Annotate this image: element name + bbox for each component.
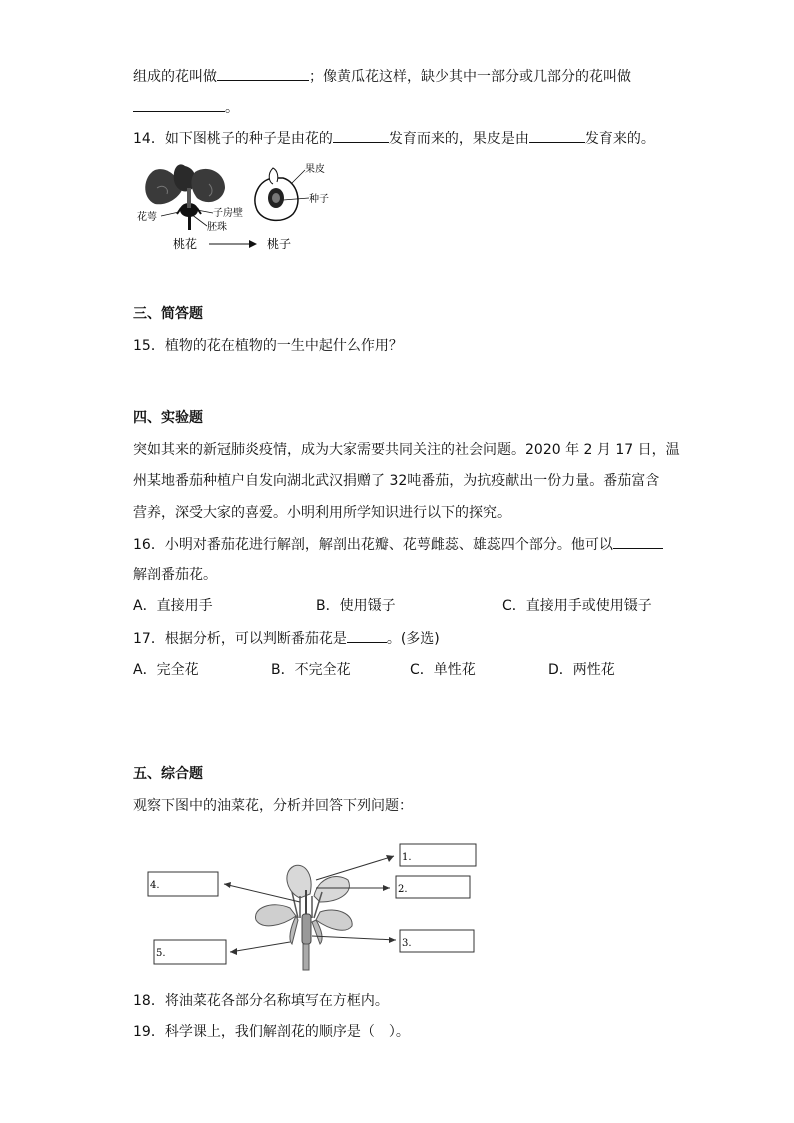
q14-text-a: 14．如下图桃子的种子是由花的 — [133, 131, 333, 147]
box5-label: 5. — [156, 948, 166, 959]
q13-line1 — [133, 66, 631, 87]
q13-text-b: ；像黄瓜花这样，缺少其中一部分或几部分的花叫做 — [309, 69, 631, 85]
label-taohua: 桃花 — [173, 237, 198, 251]
box2-label: 2. — [398, 884, 408, 895]
rapeseed-figure — [140, 836, 485, 972]
section5-intro: 观察下图中的油菜花，分析并回答下列问题： — [133, 798, 413, 814]
peach-fruit-drawing — [255, 168, 298, 220]
section5-heading: 五、综合题 — [133, 766, 203, 782]
q13-line2 — [133, 97, 239, 118]
q17-option-a[interactable]: A．完全花 — [133, 662, 199, 678]
q16-blank[interactable] — [613, 534, 663, 549]
box4-label: 4. — [150, 880, 160, 891]
section3-heading: 三、简答题 — [133, 306, 203, 322]
q16-option-c[interactable]: C．直接用手或使用镊子 — [502, 598, 652, 614]
arrow-right-icon — [249, 240, 257, 248]
label-zifangbi: 子房壁 — [213, 208, 243, 219]
q13-text-a: 组成的花叫做 — [133, 69, 217, 85]
q16-line1 — [133, 534, 663, 555]
section4-heading: 四、实验题 — [133, 410, 203, 426]
label-guopi: 果皮 — [305, 164, 325, 175]
q15-question: 15．植物的花在植物的一生中起什么作用？ — [133, 338, 403, 354]
q17-question — [133, 628, 440, 649]
q19-question: 19．科学课上，我们解剖花的顺序是（ ）。 — [133, 1024, 410, 1040]
q13-end: 。 — [225, 100, 239, 116]
q16-line2: 解剖番茄花。 — [133, 567, 217, 583]
rapeseed-flower-drawing — [255, 865, 352, 970]
q16-text: 16．小明对番茄花进行解剖，解剖出花瓣、花萼雌蕊、雄蕊四个部分。他可以 — [133, 537, 613, 553]
q14-blank-2[interactable] — [529, 128, 585, 143]
box3-label: 3. — [402, 938, 412, 949]
q13-blank-2[interactable] — [133, 97, 225, 112]
q14-question — [133, 128, 655, 149]
label-peizhu: 胚珠 — [207, 222, 227, 233]
q17-text-a: 17．根据分析，可以判断番茄花是 — [133, 631, 347, 647]
label-taozi: 桃子 — [267, 237, 292, 251]
q18-question: 18．将油菜花各部分名称填写在方框内。 — [133, 993, 389, 1009]
arrow-2-icon — [383, 885, 390, 891]
arrow-5-icon — [230, 948, 237, 955]
q16-option-b[interactable]: B．使用镊子 — [316, 598, 396, 614]
q17-blank[interactable] — [347, 628, 387, 643]
arrow-3-icon — [389, 937, 396, 943]
section4-intro-1: 突如其来的新冠肺炎疫情，成为大家需要共同关注的社会问题。2020 年 2 月 17 日，温 — [133, 442, 680, 458]
q17-option-d[interactable]: D．两性花 — [548, 662, 615, 678]
peach-figure — [133, 158, 363, 254]
q17-option-b[interactable]: B．不完全花 — [271, 662, 351, 678]
label-huae: 花萼 — [137, 212, 157, 223]
q14-text-b: 发育而来的，果皮是由 — [388, 131, 529, 147]
q13-blank-1[interactable] — [217, 66, 309, 81]
q14-blank-1[interactable] — [333, 128, 389, 143]
peach-flower-drawing — [145, 164, 225, 230]
q14-text-c: 发育来的。 — [584, 131, 655, 147]
q17-option-c[interactable]: C．单性花 — [410, 662, 476, 678]
label-zhongzi: 种子 — [309, 194, 329, 205]
q16-option-a[interactable]: A．直接用手 — [133, 598, 213, 614]
q17-text-b: 。(多选) — [386, 631, 440, 647]
section4-intro-2: 州某地番茄种植户自发向湖北武汉捐赠了 32吨番茄，为抗疫献出一份力量。番茄富含 — [133, 473, 660, 489]
section4-intro-3: 营养，深受大家的喜爱。小明利用所学知识进行以下的探究。 — [133, 505, 511, 521]
arrow-4-icon — [224, 882, 231, 888]
box1-label: 1. — [402, 852, 412, 863]
